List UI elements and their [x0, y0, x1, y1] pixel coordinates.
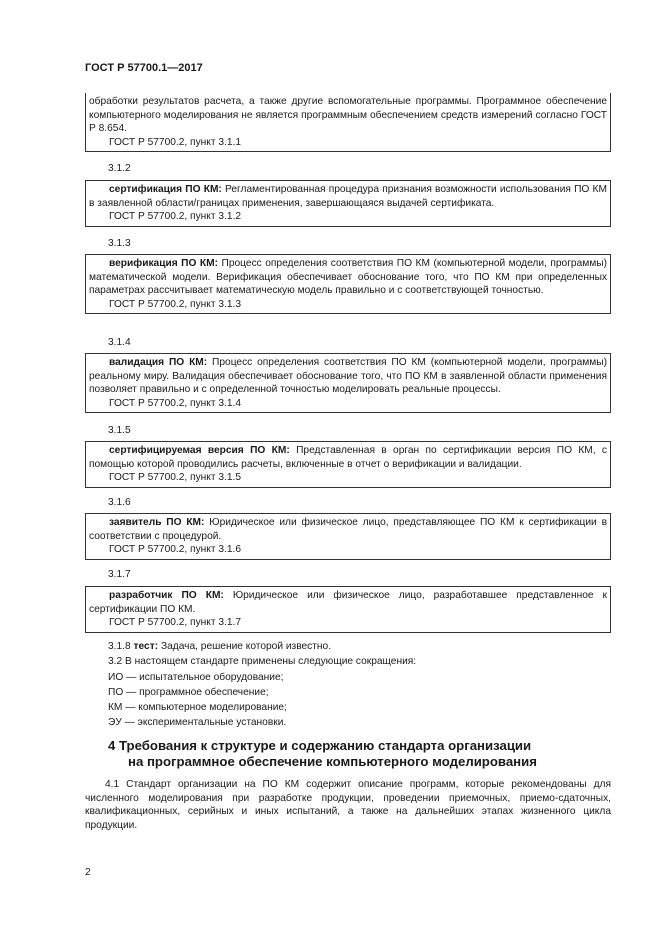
term-box-continued [85, 93, 611, 152]
term-source-ref: ГОСТ Р 57700.2, пункт 3.1.3 [109, 298, 242, 310]
term-source-ref: ГОСТ Р 57700.2, пункт 3.1.4 [109, 397, 242, 409]
section-4-heading [108, 738, 537, 770]
section-4-paragraph [85, 778, 611, 832]
section-title-line: на программное обеспечение компьютерного моделирования [128, 754, 537, 769]
term-definition: Юридическое или физическое лицо, разработавшее представленное к сертификации ПО КМ. [89, 590, 607, 615]
term-line-3-1-8 [108, 640, 331, 654]
term-name: сертификация ПО КМ: [109, 184, 222, 195]
term-definition: Юридическое или физическое лицо, представляющее ПО КМ к сертификации в соответствии с процедурой. [89, 517, 607, 542]
term-number: 3.1.6 [108, 497, 131, 508]
term-source-ref: ГОСТ Р 57700.2, пункт 3.1.7 [109, 617, 242, 628]
term-name: верификация ПО КМ: [109, 258, 219, 269]
term-name: тест: [133, 641, 159, 652]
paragraph-text: 4.1 Стандарт организации на ПО КМ содержит описание программ, которые рекомендованы для численного моделирования при разработке продукции, проведении приемочных, приемо-сдаточных, квалификационных, серийных и иных испытаний, а также на дальнейших этапах жизненного цикла продукции. [85, 779, 611, 831]
abbreviation-item: ИО — испытательное оборудование; [108, 672, 284, 683]
term-definition: обработки результатов расчета, а также другие вспомогательные программы. Программное обеспечение компьютерного моделирования не является программным обеспечением средств измерений согласно ГОСТ Р 8.654. [89, 96, 607, 134]
term-box [85, 180, 611, 227]
term-number: 3.1.5 [108, 425, 131, 436]
term-source-ref: ГОСТ Р 57700.2, пункт 3.1.6 [109, 544, 242, 555]
term-name: разработчик ПО КМ: [109, 590, 224, 601]
page-number: 2 [85, 867, 91, 878]
term-source-ref: ГОСТ Р 57700.2, пункт 3.1.1 [109, 136, 242, 148]
abbreviation-item: КМ — компьютерное моделирование; [108, 702, 287, 713]
term-definition: Задача, решение которой известно. [160, 641, 332, 652]
document-header: ГОСТ Р 57700.1—2017 [85, 62, 203, 74]
term-number: 3.1.2 [108, 163, 131, 174]
term-name: валидация ПО КМ: [109, 357, 208, 368]
abbreviation-item: ЭУ — экспериментальные установки. [108, 717, 287, 728]
term-number: 3.1.3 [108, 238, 131, 249]
term-definition: Процесс определения соответствия ПО КМ (компьютерной модели, программы) математической модели. Верификация обеспечивает обоснование того, что ПО КМ при определенных параметрах рассчитывает математическую модель правильно и с соответствующей точностью. [89, 258, 607, 296]
term-number: 3.1.4 [108, 337, 131, 348]
term-name: сертифицируемая версия ПО КМ: [109, 445, 290, 456]
abbreviations-intro: 3.2 В настоящем стандарте применены следующие сокращения: [108, 656, 417, 667]
term-number: 3.1.7 [108, 569, 131, 580]
term-name: заявитель ПО КМ: [109, 517, 205, 528]
term-box [85, 441, 611, 488]
term-box [85, 254, 611, 314]
term-box [85, 513, 611, 560]
term-definition: Представленная в орган по сертификации версия ПО КМ, с помощью которой проводились расчеты, включенные в отчет о верификации и валидации. [89, 445, 607, 470]
term-definition: Процесс определения соответствия ПО КМ (компьютерной модели, программы) реальному миру. Валидация обеспечивает обоснование того, что ПО КМ в заявленной области применения позволяет правильно и с определенной точностью моделировать реальные процессы. [89, 357, 607, 395]
term-source-ref: ГОСТ Р 57700.2, пункт 3.1.5 [109, 472, 242, 483]
term-definition: Регламентированная процедура признания возможности использования ПО КМ в заявленной области/границах применения, завершающаяся выдачей сертификата. [89, 184, 607, 209]
section-title-line: 4 Требования к структуре и содержанию стандарта организации [108, 738, 532, 753]
term-box [85, 586, 611, 633]
term-number: 3.1.8 [108, 641, 131, 652]
abbreviation-item: ПО — программное обеспечение; [108, 687, 269, 698]
term-box [85, 353, 611, 413]
term-source-ref: ГОСТ Р 57700.2, пункт 3.1.2 [109, 211, 242, 222]
